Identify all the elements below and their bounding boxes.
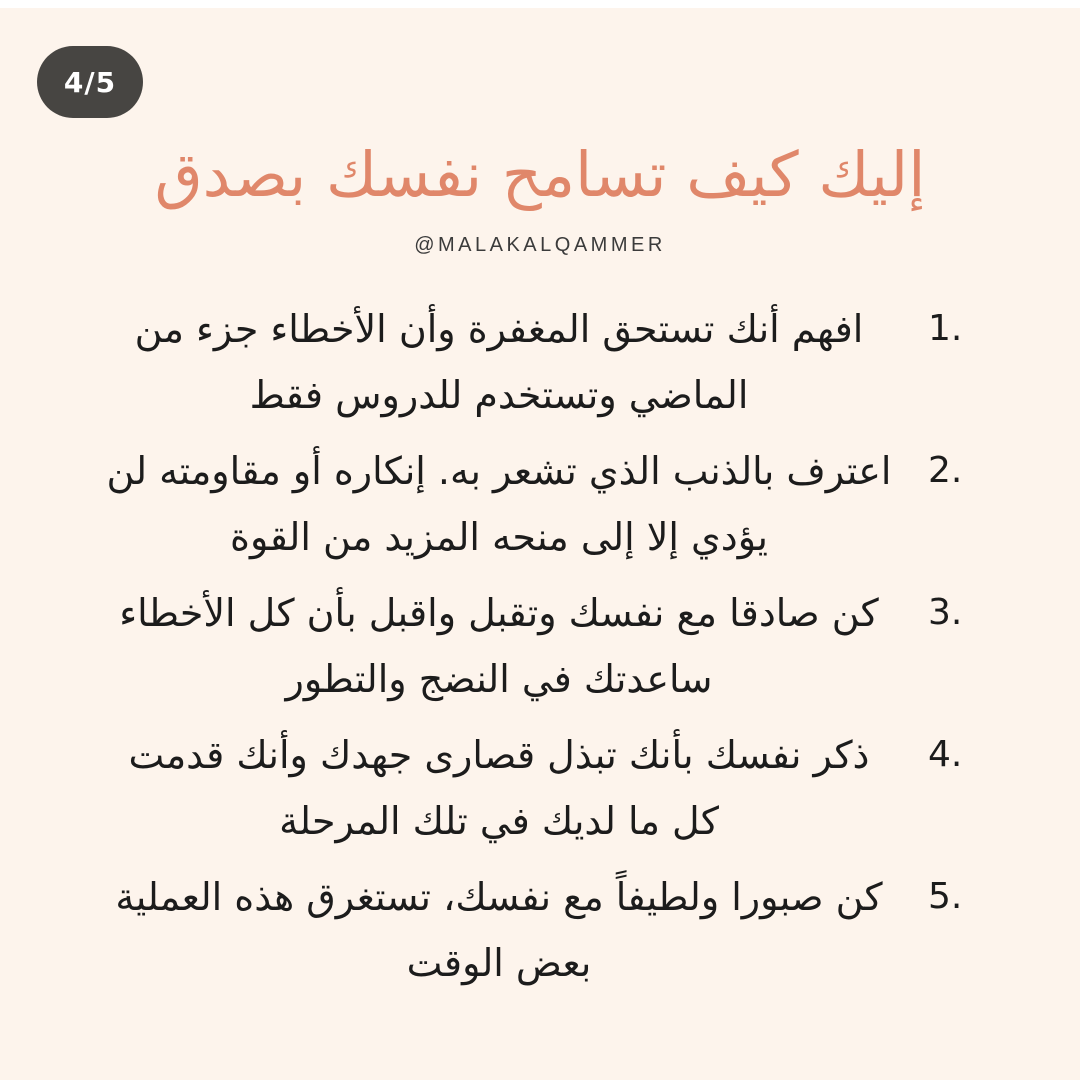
- list-item-number: 4.: [928, 734, 963, 775]
- list-item-text: [70, 722, 928, 854]
- list-item-line: يؤدي إلا إلى منحه المزيد من القوة: [230, 515, 768, 559]
- steps-list: [70, 296, 980, 1006]
- list-item-line: اعترف بالذنب الذي تشعر به. إنكاره أو مقاومته لن: [106, 449, 892, 493]
- list-item: [70, 438, 980, 576]
- list-item-line: كل ما لديك في تلك المرحلة: [279, 799, 719, 843]
- list-item: [70, 580, 980, 718]
- list-item-line: بعض الوقت: [406, 941, 592, 985]
- list-item: [70, 864, 980, 1002]
- page-title: إليك كيف تسامح نفسك بصدق: [154, 138, 926, 211]
- list-item-line: كن صبورا ولطيفاً مع نفسك، تستغرق هذه العملية: [115, 875, 883, 919]
- list-item-text: [70, 580, 928, 712]
- list-item-line: الماضي وتستخدم للدروس فقط: [249, 373, 749, 417]
- list-item-text: [70, 864, 928, 996]
- list-item-text: [70, 438, 928, 570]
- list-item-text: [70, 296, 928, 428]
- list-item-number: 1.: [928, 308, 963, 349]
- list-item-line: افهم أنك تستحق المغفرة وأن الأخطاء جزء من: [134, 307, 864, 351]
- list-item: [70, 296, 980, 434]
- author-handle: @MALAKALQAMMER: [414, 234, 666, 256]
- list-item-number: 5.: [928, 876, 963, 917]
- list-item-line: ساعدتك في النضج والتطور: [285, 657, 713, 701]
- list-item: [70, 722, 980, 860]
- page-indicator-badge: 4/5: [37, 46, 143, 118]
- list-item-number: 3.: [928, 592, 963, 633]
- list-item-line: ذكر نفسك بأنك تبذل قصارى جهدك وأنك قدمت: [128, 733, 870, 777]
- list-item-number: 2.: [928, 450, 963, 491]
- list-item-line: كن صادقا مع نفسك وتقبل واقبل بأن كل الأخطاء: [119, 591, 879, 635]
